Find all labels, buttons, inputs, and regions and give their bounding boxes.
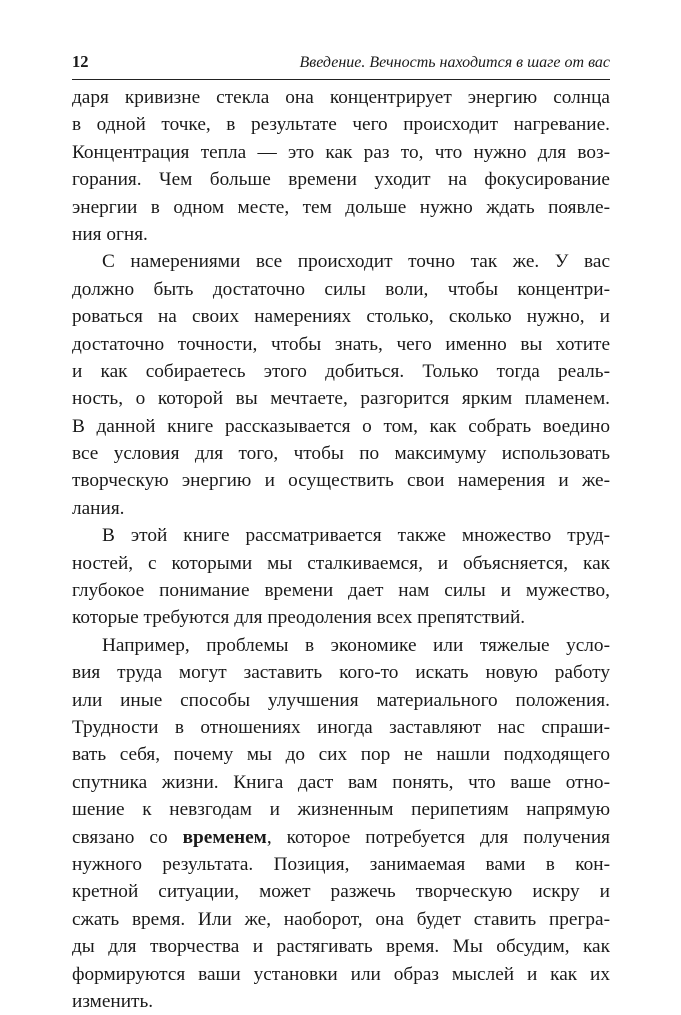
text-line-with-bold xyxy=(72,824,610,851)
text-line: кретной ситуации, может разжечь творческую искру и xyxy=(72,881,610,903)
text-fragment: , которое потребуется для получения xyxy=(266,826,611,848)
text-line: или иные способы улучшения материального положения. xyxy=(72,689,610,711)
text-line: энергии в одном месте, тем дольше нужно ждать появле- xyxy=(72,196,610,218)
text-line: В данной книге рассказывается о том, как собрать воедино xyxy=(72,415,610,437)
text-line: нужного результата. Позиция, занимаемая вами в кон- xyxy=(72,853,610,875)
text-line: горания. Чем больше времени уходит на фокусирование xyxy=(72,169,610,191)
header-rule xyxy=(72,79,610,80)
text-line: Трудности в отношениях иногда заставляют нас спраши- xyxy=(72,716,610,738)
text-line: лания. xyxy=(72,497,125,519)
text-line: достаточно точности, чтобы знать, чего именно вы хотите xyxy=(72,333,610,355)
paragraph-4 xyxy=(72,632,610,1015)
text-line: глубокое понимание времени дает нам силы и мужество, xyxy=(72,580,610,602)
text-line: ностей, с которыми мы сталкиваемся, и объясняется, как xyxy=(72,552,610,574)
text-line: Например, проблемы в экономике или тяжелые усло- xyxy=(102,634,610,656)
body-text xyxy=(72,84,610,1015)
text-line: спутника жизни. Книга даст вам понять, что ваше отно- xyxy=(72,771,610,793)
text-fragment: связано со xyxy=(72,826,183,848)
text-line: С намерениями все происходит точно так же. У вас xyxy=(102,251,610,273)
text-line: сжать время. Или же, наоборот, она будет ставить прегра- xyxy=(72,908,610,930)
text-line: в одной точке, в результате чего происходит нагревание. xyxy=(72,114,610,136)
text-line: творческую энергию и осуществить свои намерения и же- xyxy=(72,470,610,492)
bold-term: временем xyxy=(182,826,267,848)
text-line: шение к невзгодам и жизненным перипетиям напрямую xyxy=(72,799,610,821)
text-line: В этой книге рассматривается также множество труд- xyxy=(102,525,610,547)
page-number: 12 xyxy=(72,52,89,71)
text-line: Концентрация тепла — это как раз то, что нужно для воз- xyxy=(72,141,610,163)
text-line: ды для творчества и растягивать время. Мы обсудим, как xyxy=(72,936,610,958)
running-title: Введение. Вечность находится в шаге от вас xyxy=(299,54,610,71)
text-line: вия труда могут заставить кого-то искать новую работу xyxy=(72,662,610,684)
text-line: должно быть достаточно силы воли, чтобы концентри- xyxy=(72,278,610,300)
text-line: которые требуются для преодоления всех препятствий. xyxy=(72,607,526,629)
text-line: роваться на своих намерениях столько, сколько нужно, и xyxy=(72,306,610,328)
text-line: все условия для того, чтобы по максимуму использовать xyxy=(72,443,610,465)
text-line: даря кривизне стекла она концентрирует энергию солнца xyxy=(72,87,610,108)
running-header xyxy=(72,52,610,76)
paragraph-1 xyxy=(72,84,610,248)
text-line: ния огня. xyxy=(72,223,148,245)
text-line: формируются ваши установки или образ мыслей и как их xyxy=(72,963,610,985)
text-line: ность, о которой вы мечтаете, разгорится ярким пламенем. xyxy=(72,388,610,410)
text-line: вать себя, почему мы до сих пор не нашли подходящего xyxy=(72,744,610,766)
paragraph-2 xyxy=(72,248,610,522)
paragraph-3 xyxy=(72,522,610,632)
text-line: изменить. xyxy=(72,990,154,1012)
text-line: и как собираетесь этого добиться. Только тогда реаль- xyxy=(72,360,610,382)
